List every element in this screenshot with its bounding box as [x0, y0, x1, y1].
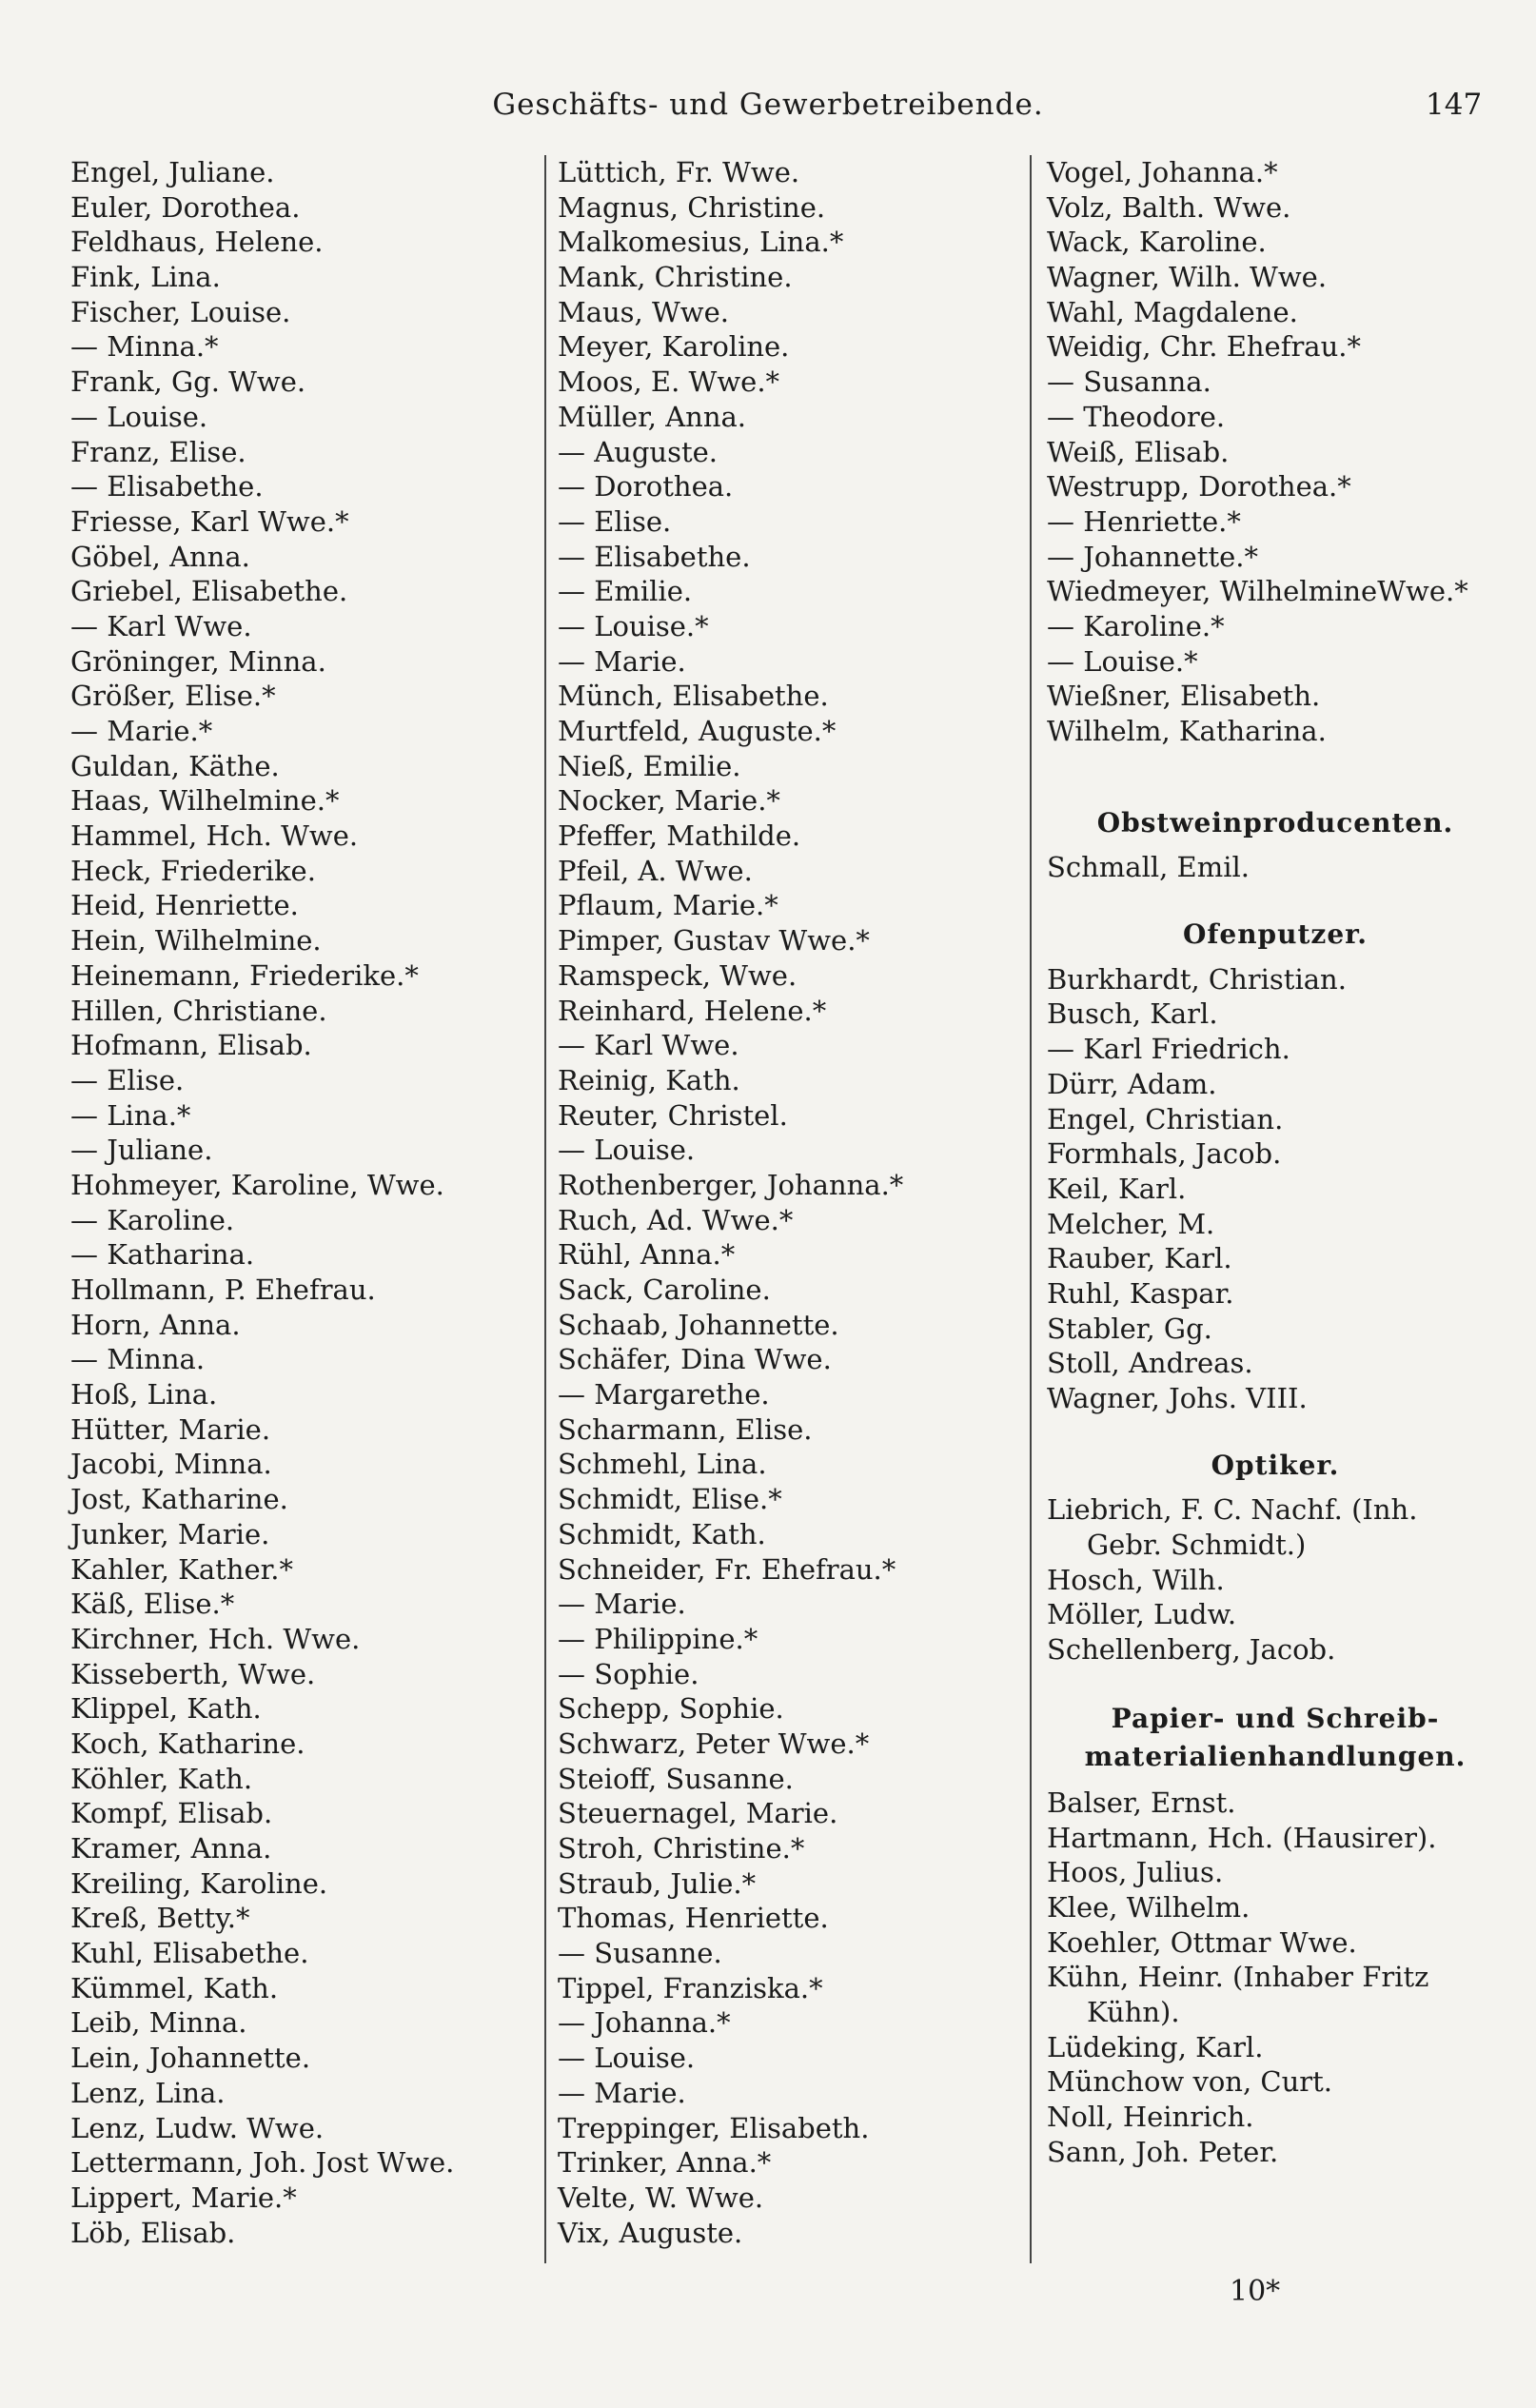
- list-item: Weidig, Chr. Ehefrau.*: [1047, 330, 1361, 364]
- list-item: Schaab, Johannette.: [558, 1308, 839, 1341]
- list-item: Stabler, Gg.: [1047, 1312, 1212, 1345]
- list-item: Hammel, Hch. Wwe.: [70, 819, 359, 853]
- list-item: Lüttich, Fr. Wwe.: [558, 156, 800, 188]
- list-item: Größer, Elise.*: [70, 680, 276, 713]
- list-item: — Louise.: [558, 2042, 696, 2075]
- list-item: Junker, Marie.: [70, 1517, 270, 1550]
- list-item: Trinker, Anna.*: [558, 2146, 772, 2180]
- list-item: — Karl Wwe.: [70, 609, 252, 642]
- list-item: Wießner, Elisabeth.: [1047, 680, 1321, 713]
- page-header: [0, 84, 1536, 129]
- list-item: Lüdeking, Karl.: [1047, 2030, 1264, 2063]
- list-item: Gröninger, Minna.: [70, 644, 326, 678]
- list-item: Schmidt, Kath.: [558, 1517, 766, 1550]
- list-item: Koch, Katharine.: [70, 1727, 305, 1760]
- list-item: — Susanna.: [1047, 365, 1211, 399]
- list-item: — Auguste.: [558, 435, 718, 468]
- list-item: Euler, Dorothea.: [70, 190, 301, 224]
- list-item: Vogel, Johanna.*: [1047, 156, 1278, 188]
- list-item: — Elisabethe.: [558, 540, 751, 573]
- list-item: Wagner, Wilh. Wwe.: [1047, 261, 1328, 294]
- list-item: Lenz, Ludw. Wwe.: [70, 2111, 325, 2144]
- list-item: Ramspeck, Wwe.: [558, 958, 798, 992]
- list-item: Melcher, M.: [1047, 1207, 1215, 1240]
- list-item: Wagner, Johs. VIII.: [1047, 1382, 1308, 1415]
- list-item: — Susanne.: [558, 1937, 722, 1970]
- list-item: Kümmel, Kath.: [70, 1971, 279, 2004]
- list-item: Münchow von, Curt.: [1047, 2065, 1333, 2099]
- signature-mark: 10*: [1230, 2275, 1281, 2308]
- section-heading-papier: [1047, 1700, 1504, 1776]
- list-item: Jost, Katharine.: [70, 1483, 288, 1516]
- list-item: Steuernagel, Marie.: [558, 1797, 838, 1830]
- list-item: Kreiling, Karoline.: [70, 1866, 328, 1900]
- list-item: Tippel, Franziska.*: [558, 1971, 823, 2004]
- list-item: — Johannette.*: [1047, 540, 1258, 573]
- list-item: Kirchner, Hch. Wwe.: [70, 1622, 361, 1655]
- list-item: — Elise.: [558, 504, 672, 538]
- list-item: Wiedmeyer, WilhelmineWwe.*: [1047, 575, 1468, 608]
- list-item: Hofmann, Elisab.: [70, 1029, 312, 1062]
- list-item: — Johanna.*: [558, 2006, 731, 2040]
- list-item: — Marie.*: [70, 715, 213, 747]
- list-item: — Marie.: [558, 2076, 686, 2109]
- list-item: Münch, Elisabethe.: [558, 680, 829, 713]
- list-item: Koehler, Ottmar Wwe.: [1047, 1925, 1357, 1959]
- list-item: Fischer, Louise.: [70, 295, 291, 328]
- section-ofenputzer: [1047, 962, 1504, 1416]
- list-item: Weiß, Elisab.: [1047, 435, 1230, 468]
- list-item: Pflaum, Marie.*: [558, 889, 778, 922]
- directory-column-3: [1047, 155, 1504, 2169]
- list-item: Leib, Minna.: [70, 2006, 247, 2040]
- list-item: Kühn, Heinr. (Inhaber Fritz: [1047, 1961, 1429, 1994]
- list-item: Hoos, Julius.: [1047, 1856, 1224, 1889]
- list-item: Keil, Karl.: [1047, 1172, 1187, 1205]
- list-item: Frank, Gg. Wwe.: [70, 365, 306, 399]
- list-item: Meyer, Karoline.: [558, 330, 790, 364]
- list-item: Löb, Elisab.: [70, 2216, 236, 2249]
- column-3-entries: [1047, 155, 1504, 749]
- list-item: — Margarethe.: [558, 1378, 770, 1411]
- list-item: Hosch, Wilh.: [1047, 1563, 1225, 1596]
- list-item: Magnus, Christine.: [558, 190, 826, 224]
- list-item: Malkomesius, Lina.*: [558, 226, 844, 259]
- page-number: 147: [1426, 88, 1483, 122]
- section-papier: [1047, 1786, 1504, 2170]
- list-item: — Louise.: [558, 1134, 696, 1167]
- list-item: Jacobi, Minna.: [70, 1448, 272, 1481]
- list-item: Steioff, Susanne.: [558, 1762, 794, 1795]
- list-item: Vix, Auguste.: [558, 2216, 743, 2249]
- list-item: Moos, E. Wwe.*: [558, 365, 780, 399]
- list-item: Formhals, Jacob.: [1047, 1137, 1282, 1171]
- list-item: Schmehl, Lina.: [558, 1448, 767, 1481]
- list-item: Ruch, Ad. Wwe.*: [558, 1203, 794, 1236]
- directory-column-2: [558, 155, 1014, 2250]
- list-item: Kompf, Elisab.: [70, 1797, 273, 1830]
- list-item: Klippel, Kath.: [70, 1692, 262, 1726]
- directory-column-1: [70, 155, 527, 2250]
- list-item: Käß, Elise.*: [70, 1588, 235, 1621]
- section-optiker: [1047, 1492, 1504, 1667]
- list-item: Kreß, Betty.*: [70, 1902, 250, 1935]
- list-item: — Marie.: [558, 644, 686, 678]
- list-item: — Elise.: [70, 1063, 185, 1096]
- list-item: Hillen, Christiane.: [70, 994, 327, 1027]
- list-item: Balser, Ernst.: [1047, 1786, 1236, 1819]
- list-item: Möller, Ludw.: [1047, 1598, 1237, 1631]
- list-item: Kuhl, Elisabethe.: [70, 1937, 309, 1970]
- list-item: — Lina.*: [70, 1098, 191, 1132]
- list-item: Rühl, Anna.*: [558, 1238, 736, 1272]
- list-item: Stroh, Christine.*: [558, 1832, 805, 1865]
- list-item: Fink, Lina.: [70, 261, 221, 294]
- list-item: Velte, W. Wwe.: [558, 2181, 764, 2214]
- list-item: Nieß, Emilie.: [558, 749, 741, 782]
- list-item: Griebel, Elisabethe.: [70, 575, 348, 608]
- list-item: — Philippine.*: [558, 1622, 758, 1655]
- list-item: Heid, Henriette.: [70, 889, 299, 922]
- list-item: Wack, Karoline.: [1047, 226, 1267, 259]
- list-item: Hein, Wilhelmine.: [70, 924, 322, 957]
- list-item: Horn, Anna.: [70, 1308, 241, 1341]
- list-item: — Marie.: [558, 1588, 686, 1621]
- list-item: — Henriette.*: [1047, 504, 1241, 538]
- list-item: Ruhl, Kaspar.: [1047, 1276, 1234, 1310]
- list-item: Schellenberg, Jacob.: [1047, 1633, 1336, 1667]
- list-item: — Emilie.: [558, 575, 693, 608]
- list-item: Schmidt, Elise.*: [558, 1483, 782, 1516]
- list-item: Stoll, Andreas.: [1047, 1347, 1253, 1380]
- list-item: Kahler, Kather.*: [70, 1552, 294, 1586]
- section-obstweinproducenten: [1047, 850, 1504, 885]
- list-item-continuation: Gebr. Schmidt.): [1087, 1529, 1307, 1562]
- list-item: Dürr, Adam.: [1047, 1067, 1217, 1100]
- section-heading-obstweinproducenten: Obstweinproducenten.: [1096, 806, 1454, 839]
- list-item: Mank, Christine.: [558, 261, 793, 294]
- list-item: Murtfeld, Auguste.*: [558, 715, 837, 747]
- list-item: — Elisabethe.: [70, 470, 264, 503]
- list-item: Heck, Friederike.: [70, 854, 316, 887]
- list-item: — Katharina.: [70, 1238, 255, 1272]
- list-item: Friesse, Karl Wwe.*: [70, 504, 349, 538]
- section-heading-ofenputzer: Ofenputzer.: [1182, 918, 1369, 951]
- list-item: Guldan, Käthe.: [70, 749, 280, 782]
- list-item: — Minna.: [70, 1343, 206, 1376]
- list-item: Busch, Karl.: [1047, 997, 1218, 1031]
- list-item: Reuter, Christel.: [558, 1098, 788, 1132]
- list-item: Schmall, Emil.: [1047, 851, 1250, 884]
- list-item: Kisseberth, Wwe.: [70, 1657, 316, 1690]
- list-item: Hartmann, Hch. (Hausirer).: [1047, 1821, 1437, 1854]
- list-item: Lippert, Marie.*: [70, 2181, 297, 2214]
- list-item: — Karl Wwe.: [558, 1029, 739, 1062]
- list-item: Liebrich, F. C. Nachf. (Inh.: [1047, 1493, 1418, 1527]
- section-heading-papier-line2: materialienhandlungen.: [1084, 1740, 1467, 1772]
- list-item: Westrupp, Dorothea.*: [1047, 470, 1351, 503]
- list-item: — Minna.*: [70, 330, 219, 364]
- list-item: Lenz, Lina.: [70, 2076, 226, 2109]
- page-title: Geschäfts- und Gewerbetreibende.: [492, 88, 1044, 122]
- list-item: Scharmann, Elise.: [558, 1412, 813, 1446]
- list-item-continuation: Kühn).: [1087, 1995, 1180, 2028]
- list-item: Heinemann, Friederike.*: [70, 958, 419, 992]
- list-item: Wilhelm, Katharina.: [1047, 715, 1327, 747]
- list-item: Hollmann, P. Ehefrau.: [70, 1273, 376, 1306]
- list-item: Schwarz, Peter Wwe.*: [558, 1727, 870, 1760]
- list-item: — Sophie.: [558, 1657, 699, 1690]
- list-item: Lein, Johannette.: [70, 2042, 311, 2075]
- list-item: Schäfer, Dina Wwe.: [558, 1343, 832, 1376]
- list-item: Straub, Julie.*: [558, 1866, 757, 1900]
- list-item: Rauber, Karl.: [1047, 1242, 1232, 1275]
- list-item: Pfeffer, Mathilde.: [558, 819, 801, 853]
- list-item: Maus, Wwe.: [558, 295, 729, 328]
- list-item: Engel, Juliane.: [70, 156, 275, 188]
- column-divider-right: [1030, 155, 1032, 2263]
- list-item: Lettermann, Joh. Jost Wwe.: [70, 2146, 455, 2180]
- list-item: — Juliane.: [70, 1134, 213, 1167]
- list-item: Franz, Elise.: [70, 435, 246, 468]
- list-item: Sann, Joh. Peter.: [1047, 2135, 1279, 2168]
- list-item: Müller, Anna.: [558, 400, 747, 433]
- list-item: Noll, Heinrich.: [1047, 2101, 1254, 2134]
- list-item: Reinig, Kath.: [558, 1063, 740, 1096]
- list-item: Volz, Balth. Wwe.: [1047, 190, 1291, 224]
- list-item: Köhler, Kath.: [70, 1762, 253, 1795]
- list-item: — Dorothea.: [558, 470, 734, 503]
- list-item: Hoß, Lina.: [70, 1378, 218, 1411]
- list-item: Reinhard, Helene.*: [558, 994, 827, 1027]
- list-item: Treppinger, Elisabeth.: [558, 2111, 870, 2144]
- list-item: Schepp, Sophie.: [558, 1692, 784, 1726]
- list-item: — Louise.*: [1047, 644, 1198, 678]
- list-item: Engel, Christian.: [1047, 1102, 1284, 1135]
- list-item: Kramer, Anna.: [70, 1832, 272, 1865]
- list-item: Schneider, Fr. Ehefrau.*: [558, 1552, 896, 1586]
- list-item: — Karoline.*: [1047, 609, 1225, 642]
- list-item: Göbel, Anna.: [70, 540, 250, 573]
- list-item: — Karoline.: [70, 1203, 235, 1236]
- list-item: Pimper, Gustav Wwe.*: [558, 924, 870, 957]
- list-item: Burkhardt, Christian.: [1047, 962, 1347, 996]
- list-item: — Louise.*: [558, 609, 709, 642]
- list-item: Rothenberger, Johanna.*: [558, 1168, 904, 1201]
- list-item: Pfeil, A. Wwe.: [558, 854, 753, 887]
- list-item: Hohmeyer, Karoline, Wwe.: [70, 1168, 444, 1201]
- list-item: Hütter, Marie.: [70, 1412, 271, 1446]
- list-item: — Theodore.: [1047, 400, 1226, 433]
- list-item: — Louise.: [70, 400, 208, 433]
- list-item: Klee, Wilhelm.: [1047, 1890, 1250, 1924]
- column-divider-left: [544, 155, 546, 2263]
- list-item: Thomas, Henriette.: [558, 1902, 829, 1935]
- list-item: Haas, Wilhelmine.*: [70, 784, 340, 818]
- list-item: — Karl Friedrich.: [1047, 1033, 1290, 1066]
- list-item: Nocker, Marie.*: [558, 784, 780, 818]
- list-item: Sack, Caroline.: [558, 1273, 771, 1306]
- list-item: Wahl, Magdalene.: [1047, 295, 1298, 328]
- list-item: Feldhaus, Helene.: [70, 226, 324, 259]
- section-heading-papier-line1: Papier- und Schreib-: [1111, 1702, 1440, 1734]
- section-heading-optiker: Optiker.: [1211, 1449, 1340, 1481]
